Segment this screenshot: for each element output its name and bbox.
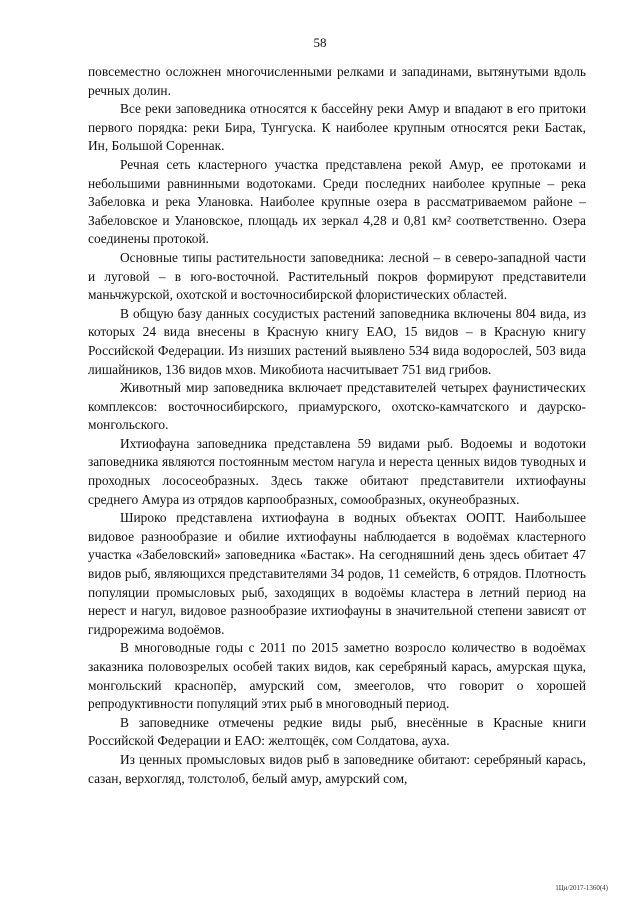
body-text [88,63,586,788]
paragraph-fauna: Животный мир заповедника включает представителей четырех фаунистических комплексов: восточносибирского, приамурского, охотско-камчатского и даурско-монгольского. [88,380,586,433]
paragraph-ichthyofauna-oopt: Широко представлена ихтиофауна в водных объектах ООПТ. Наибольшее видовое разнообразие и обилие ихтиофауны наблюдается в водоёмах кластерного участка «Забеловский» заповедника «Бастак». На сегодняшний день здесь обитает 47 видов рыб, являющихся представителями 34 родов, 11 семейств, 6 отрядов. Плотность популяции промысловых рыб, заходящих в водоёмы кластера в летний период на нерест и нагул, видовое разнообразие ихтиофауны в значительной степени зависят от гидрорежима водоёмов. [88,510,586,637]
paragraph-river-network: Речная сеть кластерного участка представлена рекой Амур, ее протоками и небольшими равнинными водотоками. Среди последних наиболее крупные – река Забеловка и река Улановка. Наиболее крупные озера в рассматриваемом районе – Забеловское и Улановское, площадь их зеркал 4,28 и 0,81 км² соответственно. Озера соединены протокой. [88,156,586,247]
paragraph-vegetation-types: Основные типы растительности заповедника: лесной – в северо-западной части и луговой – в юго-восточной. Растительный покров формируют представители маньчжурской, охотской и восточносибирской флористических областей. [88,249,586,303]
footer-document-code: 1Ци/2017-1360(4) [555,884,608,892]
paragraph-rivers: Все реки заповедника относятся к бассейну реки Амур и впадают в его притоки первого порядка: реки Бира, Тунгуска. К наиболее крупным относятся реки Бастак, Ин, Большой Сореннак. [88,101,586,154]
paragraph-high-water-years: В многоводные годы с 2011 по 2015 заметно возросло количество в водоёмах заказника половозрелых особей таких видов, как серебряный карась, амурская щука, монгольский краснопёр, амурский сом, змееголов, что говорит о хорошей репродуктивности популяций этих рыб в многоводный период. [88,640,586,712]
paragraph-commercial-fish: Из ценных промысловых видов рыб в заповеднике обитают: серебряный карась, сазан, верхогляд, толстолоб, белый амур, амурский сом, [88,751,586,786]
page-number: 58 [313,35,327,50]
paragraph-ichthyofauna: Ихтиофауна заповедника представлена 59 видами рыб. Водоемы и водотоки заповедника являются постоянным местом нагула и нереста ценных видов туводных и проходных лососеобразных. Здесь также обитают представители ихтиофауны среднего Амура из отрядов карпообразных, сомообразных, окунеобразных. [88,435,586,507]
paragraph-relief-continuation: повсеместно осложнен многочисленными релками и западинами, вытянутыми вдоль речных долин. [88,64,586,98]
paragraph-plant-database: В общую базу данных сосудистых растений заповедника включены 804 вида, из которых 24 вида внесены в Красную книгу ЕАО, 15 видов – в Красную книгу Российской Федерации. Из низших растений выявлено 534 вида водорослей, 503 вида лишайников, 136 видов мхов. Микобиота насчитывает 751 вид грибов. [88,305,586,377]
paragraph-rare-fish: В заповеднике отмечены редкие виды рыб, внесённые в Красные книги Российской Федерации и ЕАО: желтощёк, сом Солдатова, ауха. [88,714,586,749]
